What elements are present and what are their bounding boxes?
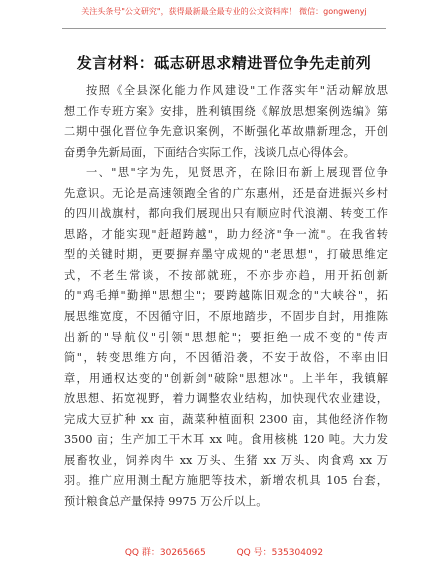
body-line: 的四川战旗村，都向我们展现出只有顺应时代浪潮、转变工作 (64, 207, 388, 221)
body-line: 展思维宽度，不因循守旧，不原地踏步，不固步自封，用推陈 (64, 310, 388, 324)
contact-footer (0, 545, 448, 558)
section-heading-line: 一、"思"字为先，见贤思齐，在除旧布新上展现晋位争 (86, 166, 388, 180)
body-line: 二期中强化晋位争先意识案例，不断强化革故鼎新理念，开创 (64, 125, 388, 139)
body-line: 展畜牧业，饲养肉牛 xx 万头、生猪 xx 万头、肉食鸡 xx 万 (64, 453, 388, 467)
body-line: 筒"，转变思维方向，不因循沿袭，不安于故俗，不率由旧 (64, 351, 388, 365)
body-line: 羽。推广应用测土配方施肥等技术，新增农机具 105 台套， (64, 474, 388, 488)
body-line: 放思想、拓宽视野，着力调整农业结构，加快现代农业建设， (64, 392, 388, 406)
qq-group-text: QQ 群：30265665 (124, 548, 206, 558)
document-body (64, 81, 388, 512)
body-line: 3500 亩；生产加工干木耳 xx 吨。食用核桃 120 吨。大力发 (64, 433, 388, 447)
body-line: 型的关键时期，更要摒弃墨守成规的"老思想"，打破思维定 (64, 248, 388, 262)
promo-banner: 关注头条号"公文研究"，获得最新最全最专业的公文资料库！ 微信：gongwenyj (81, 7, 367, 16)
body-line: 预计粮食总产量保持 9975 万公斤以上。 (64, 494, 268, 508)
body-line: 完成大豆扩种 xx 亩，蔬菜种植面积 2300 亩，其他经济作物 (64, 412, 388, 426)
body-line: 式，不老生常谈，不按部就班，不亦步亦趋，用开拓创新 (64, 268, 388, 282)
body-line: 出新的"导航仪"引领"思想舵"；要拒绝一成不变的"传声 (64, 330, 388, 344)
body-line: 先意识。无论是高速领跑全省的广东惠州，还是奋进振兴乡村 (64, 186, 388, 200)
header-rule (62, 28, 386, 29)
qq-number-text: QQ 号：535304092 (236, 548, 324, 558)
document-title: 发言材料：砥志研思求精进晋位争先走前列 (76, 54, 372, 72)
body-line: 章，用通权达变的"创新剑"破除"思想冰"。上半年，我镇解 (64, 371, 388, 385)
body-line: 思路，才能实现"赶超跨越"，助力经济"争一流"。在我省转 (64, 227, 388, 241)
body-line: 奋勇争先新局面，下面结合实际工作，浅谈几点心得体会。 (64, 145, 355, 159)
body-line: 按照《全县深化能力作风建设"工作落实年"活动解放思 (86, 84, 388, 97)
body-line: 想工作专班方案》安排，胜利镇围绕《解放思想案例选编》第 (64, 104, 388, 118)
body-line: 的"鸡毛掸"勤掸"思想尘"；要跨越陈旧观念的"大峡谷"，拓 (64, 289, 388, 303)
